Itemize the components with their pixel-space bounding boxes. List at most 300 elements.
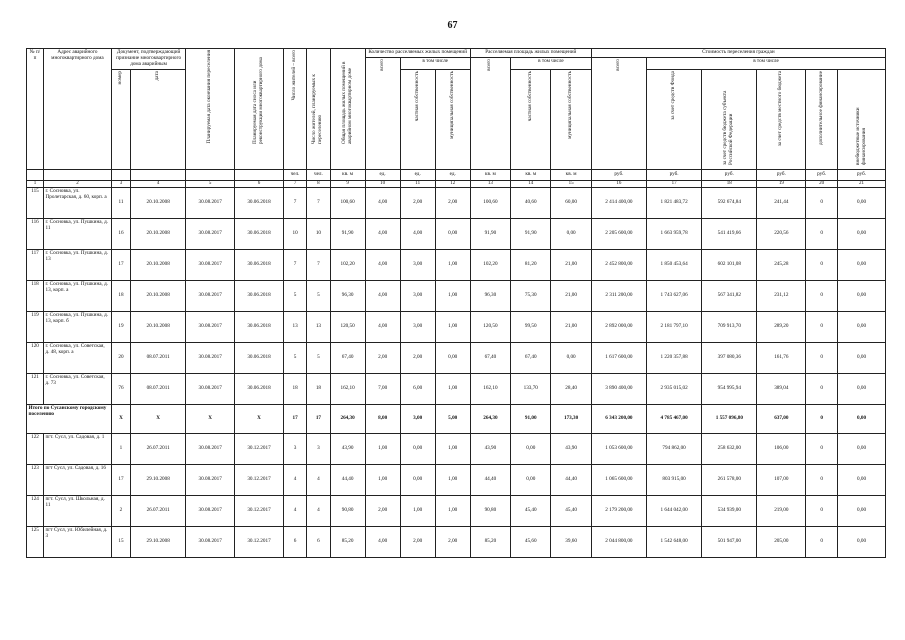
table-row: [27, 249, 886, 280]
cell-fund: 1 220 357,88: [647, 342, 702, 373]
cell-ar-p: 0,00: [511, 464, 551, 495]
header-cost-extra: дополнительное финансирование: [806, 69, 838, 169]
table-row: [27, 526, 886, 557]
column-number: 7: [283, 180, 306, 187]
cell-area: 43,90: [330, 433, 365, 464]
cell-cost: 1 053 600,00: [591, 433, 646, 464]
unit-cell: кв. м: [330, 169, 365, 180]
cell-reloc: 30.08.2017: [186, 187, 235, 218]
cell-res: 4: [283, 464, 306, 495]
cell-cnt-m: 0,00: [435, 342, 470, 373]
cell-extra: 0: [806, 249, 838, 280]
header-area-private: частная собственность: [511, 69, 551, 169]
cell-doc-date: 29.10.2008: [131, 526, 186, 557]
cell-ar: 85,20: [470, 526, 510, 557]
cell-ar: 120,50: [470, 311, 510, 342]
cell-cnt-m: 1,00: [435, 464, 470, 495]
total-label: Итого по Сусанскому городскому поселению: [27, 404, 112, 433]
cell-cnt-p: 0,00: [400, 433, 435, 464]
cell-subj: 258 632,00: [702, 433, 757, 464]
cell-loc: 637,00: [757, 404, 806, 433]
cell-area: 264,30: [330, 404, 365, 433]
cell-fund: 1 644 042,00: [647, 495, 702, 526]
cell-extbud: 0,00: [838, 187, 886, 218]
cell-cnt-p: 4,00: [400, 218, 435, 249]
cell-res-rel: 18: [307, 373, 330, 404]
cell-ar-p: 40,60: [511, 187, 551, 218]
cell-ar: 100,60: [470, 187, 510, 218]
unit-cell: ед.: [435, 169, 470, 180]
cell-cnt-m: 1,00: [435, 495, 470, 526]
header-residents-relocated: Число жителей, планируемых к переселению: [307, 49, 330, 170]
cell-subj: 1 557 096,80: [702, 404, 757, 433]
cell-res-rel: 17: [307, 404, 330, 433]
column-number: 14: [511, 180, 551, 187]
cell-cnt-p: 3,00: [400, 249, 435, 280]
column-number: 12: [435, 180, 470, 187]
unit-cell: ед.: [400, 169, 435, 180]
row-number: 117: [27, 249, 44, 280]
cell-doc-no: 1: [111, 433, 130, 464]
cell-doc-no: 17: [111, 249, 130, 280]
cell-extbud: 0,00: [838, 249, 886, 280]
table-row: [27, 495, 886, 526]
row-number: 124: [27, 495, 44, 526]
column-number: 11: [400, 180, 435, 187]
cell-ar-m: 0,00: [551, 342, 591, 373]
column-number: 21: [838, 180, 886, 187]
cell-area: 91,90: [330, 218, 365, 249]
cell-res: 7: [283, 187, 306, 218]
cell-res: 5: [283, 342, 306, 373]
cell-res: 6: [283, 526, 306, 557]
cell-cnt-p: 3,00: [400, 404, 435, 433]
cell-loc: 231,12: [757, 280, 806, 311]
cell-extra: 0: [806, 218, 838, 249]
cell-area: 67,40: [330, 342, 365, 373]
cell-res: 10: [283, 218, 306, 249]
cell-subj: 397 080,36: [702, 342, 757, 373]
cell-ar-m: 0,00: [551, 218, 591, 249]
cell-demol: 30.12.2017: [235, 495, 284, 526]
cell-reloc: 30.08.2017: [186, 218, 235, 249]
cell-fund: 1 663 959,78: [647, 218, 702, 249]
cell-reloc: 30.08.2017: [186, 311, 235, 342]
cell-cnt-p: 2,00: [400, 342, 435, 373]
header-count-incl: в том числе: [400, 57, 470, 69]
cell-doc-date: 26.07.2011: [131, 495, 186, 526]
cell-doc-no: 19: [111, 311, 130, 342]
cell-ar-p: 45,60: [511, 526, 551, 557]
cell-ar-m: 44,40: [551, 464, 591, 495]
cell-loc: 241,44: [757, 187, 806, 218]
cell-doc-no: X: [111, 404, 130, 433]
cell-reloc: X: [186, 404, 235, 433]
cell-extbud: 0,00: [838, 280, 886, 311]
cell-reloc: 30.08.2017: [186, 249, 235, 280]
cell-ar-m: 21,00: [551, 311, 591, 342]
cell-reloc: 30.08.2017: [186, 373, 235, 404]
cell-demol: 30.06.2018: [235, 373, 284, 404]
column-number: 20: [806, 180, 838, 187]
cell-reloc: 30.08.2017: [186, 342, 235, 373]
cell-res-rel: 7: [307, 249, 330, 280]
table-row: [27, 187, 886, 218]
cell-extbud: 0,00: [838, 495, 886, 526]
header-cost-local: за счет средств местного бюджета: [757, 69, 806, 169]
column-number: 4: [131, 180, 186, 187]
cell-doc-date: 20.10.2008: [131, 218, 186, 249]
column-number: 17: [647, 180, 702, 187]
cell-cnt-p: 6,00: [400, 373, 435, 404]
cell-fund: 1 821 483,72: [647, 187, 702, 218]
cell-ar-m: 21,00: [551, 249, 591, 280]
cell-extra: 0: [806, 464, 838, 495]
cell-ar-p: 91,00: [511, 404, 551, 433]
cell-subj: 261 578,00: [702, 464, 757, 495]
unit-cell: [111, 169, 130, 180]
table-row: [27, 280, 886, 311]
row-number: 118: [27, 280, 44, 311]
cell-subj: 541 419,66: [702, 218, 757, 249]
unit-cell: чел.: [307, 169, 330, 180]
cell-cnt-m: 0,00: [435, 218, 470, 249]
table-body: [27, 187, 886, 557]
cell-cost: 2 205 600,00: [591, 218, 646, 249]
cell-ar-p: 45,40: [511, 495, 551, 526]
unit-cell: [186, 169, 235, 180]
cell-doc-date: X: [131, 404, 186, 433]
cell-doc-no: 11: [111, 187, 130, 218]
cell-area: 162,10: [330, 373, 365, 404]
cell-cnt: 4,00: [365, 526, 400, 557]
header-doc-date: дата: [131, 69, 186, 169]
table-row: [27, 373, 886, 404]
address-cell: г. Сосновка, ул. Пушкина, д. 13: [43, 249, 111, 280]
cell-cnt: 4,00: [365, 280, 400, 311]
cell-subj: 709 913,70: [702, 311, 757, 342]
column-number: 8: [307, 180, 330, 187]
cell-fund: 1 542 648,00: [647, 526, 702, 557]
cell-ar: 91,90: [470, 218, 510, 249]
header-total-area: Общая площадь жилых помещений в аварийном многоквартирном доме: [330, 49, 365, 170]
cell-cost: 2 414 400,00: [591, 187, 646, 218]
cell-res: 13: [283, 311, 306, 342]
header-area-incl: в том числе: [511, 57, 592, 69]
unit-cell: чел.: [283, 169, 306, 180]
cell-doc-no: 15: [111, 526, 130, 557]
address-cell: пгт. Сусл, ул. Садовая, д. 1: [43, 433, 111, 464]
row-number: 119: [27, 311, 44, 342]
cell-cost: 1 617 600,00: [591, 342, 646, 373]
column-number: 2: [43, 180, 111, 187]
row-number: 123: [27, 464, 44, 495]
cell-subj: 954 995,94: [702, 373, 757, 404]
cell-ar: 43,90: [470, 433, 510, 464]
header-document: Документ, подтверждающий признание многоквартирного дома аварийным: [111, 49, 185, 70]
cell-ar-p: 67,40: [511, 342, 551, 373]
cell-extra: 0: [806, 526, 838, 557]
unit-cell: ед.: [365, 169, 400, 180]
cell-demol: 30.06.2018: [235, 249, 284, 280]
cell-doc-date: 20.10.2008: [131, 280, 186, 311]
cell-extra: 0: [806, 495, 838, 526]
table-row: [27, 433, 886, 464]
cell-ar-p: 99,50: [511, 311, 551, 342]
cell-ar: 96,30: [470, 280, 510, 311]
cell-reloc: 30.08.2017: [186, 464, 235, 495]
unit-cell: [235, 169, 284, 180]
cell-ar-m: 173,30: [551, 404, 591, 433]
cell-doc-no: 20: [111, 342, 130, 373]
column-number: 3: [111, 180, 130, 187]
cell-cost: 2 892 000,00: [591, 311, 646, 342]
cell-doc-no: 2: [111, 495, 130, 526]
cell-ar-m: 21,00: [551, 280, 591, 311]
cell-ar-m: 60,00: [551, 187, 591, 218]
column-number: 13: [470, 180, 510, 187]
cell-doc-date: 08.07.2011: [131, 342, 186, 373]
header-planned-relocation: Планируемая дата окончания переселения: [186, 49, 235, 170]
header-count-all: всего: [365, 57, 400, 169]
cell-cnt-p: 0,00: [400, 464, 435, 495]
cell-fund: 794 862,00: [647, 433, 702, 464]
header-residents-total: Число жителей – всего: [283, 49, 306, 170]
cell-extra: 0: [806, 404, 838, 433]
cell-doc-date: 26.07.2011: [131, 433, 186, 464]
cell-cnt-m: 1,00: [435, 373, 470, 404]
cell-cnt-m: 5,00: [435, 404, 470, 433]
cell-demol: 30.06.2018: [235, 280, 284, 311]
header-planned-demolition: Планируемая дата сноса или реконструкции многоквартирного дома: [235, 49, 284, 170]
cell-cnt: 4,00: [365, 249, 400, 280]
cell-ar-p: 81,20: [511, 249, 551, 280]
cell-cnt-p: 2,00: [400, 526, 435, 557]
cell-area: 120,50: [330, 311, 365, 342]
cell-area: 90,80: [330, 495, 365, 526]
cell-res: 18: [283, 373, 306, 404]
cell-cnt-m: 1,00: [435, 433, 470, 464]
cell-cnt: 8,00: [365, 404, 400, 433]
cell-extbud: 0,00: [838, 526, 886, 557]
column-number: 10: [365, 180, 400, 187]
cell-demol: 30.06.2018: [235, 187, 284, 218]
cell-area: 44,40: [330, 464, 365, 495]
cell-area: 96,30: [330, 280, 365, 311]
cell-demol: X: [235, 404, 284, 433]
cell-res: 4: [283, 495, 306, 526]
address-cell: г. Сосновка, ул. Пушкина, д. 11: [43, 218, 111, 249]
cell-doc-no: 76: [111, 373, 130, 404]
unit-cell: руб.: [757, 169, 806, 180]
cell-subj: 592 674,84: [702, 187, 757, 218]
header-cost-all: всего: [591, 57, 646, 169]
cell-res-rel: 4: [307, 495, 330, 526]
cell-ar-p: 75,30: [511, 280, 551, 311]
table-row: [27, 464, 886, 495]
address-cell: пгт. Сусл, ул. Школьная, д. 11: [43, 495, 111, 526]
cell-ar: 67,40: [470, 342, 510, 373]
cell-cnt: 4,00: [365, 311, 400, 342]
cell-doc-no: 18: [111, 280, 130, 311]
cell-cost: 3 890 400,00: [591, 373, 646, 404]
cell-extbud: 0,00: [838, 404, 886, 433]
cell-doc-date: 20.10.2008: [131, 311, 186, 342]
table-header: [27, 49, 886, 188]
cell-res-rel: 4: [307, 464, 330, 495]
cell-subj: 567 341,82: [702, 280, 757, 311]
cell-area: 85,20: [330, 526, 365, 557]
page-number: 67: [447, 20, 458, 31]
header-cost-subject: за счет средств бюджета субъекта Российской Федерации: [702, 69, 757, 169]
cell-cnt: 4,00: [365, 187, 400, 218]
cell-extra: 0: [806, 433, 838, 464]
cell-cnt-p: 3,00: [400, 280, 435, 311]
cell-cnt: 1,00: [365, 433, 400, 464]
table-row: [27, 342, 886, 373]
relocation-register-table: [26, 48, 886, 558]
cell-demol: 30.06.2018: [235, 218, 284, 249]
cell-cnt-m: 2,00: [435, 526, 470, 557]
cell-doc-date: 29.10.2008: [131, 464, 186, 495]
cell-fund: 1 850 453,64: [647, 249, 702, 280]
unit-cell: кв. м: [551, 169, 591, 180]
cell-res-rel: 13: [307, 311, 330, 342]
cell-ar-p: 0,00: [511, 433, 551, 464]
cell-extbud: 0,00: [838, 464, 886, 495]
unit-cell: [27, 169, 44, 180]
cell-cnt-m: 1,00: [435, 249, 470, 280]
cell-fund: 2 935 015,02: [647, 373, 702, 404]
cell-ar-m: 28,40: [551, 373, 591, 404]
column-number: 15: [551, 180, 591, 187]
header-cost-extrabudget: внебюджетные источники финансирования: [838, 69, 886, 169]
cell-loc: 389,04: [757, 373, 806, 404]
cell-res-rel: 5: [307, 280, 330, 311]
cell-loc: 205,00: [757, 526, 806, 557]
unit-cell: руб.: [806, 169, 838, 180]
cell-res-rel: 3: [307, 433, 330, 464]
cell-cnt: 2,00: [365, 342, 400, 373]
cell-doc-date: 08.07.2011: [131, 373, 186, 404]
header-count-private: частная собственность: [400, 69, 435, 169]
cell-cnt: 7,00: [365, 373, 400, 404]
cell-doc-no: 16: [111, 218, 130, 249]
total-row: [27, 404, 886, 433]
cell-fund: 803 915,00: [647, 464, 702, 495]
cell-cost: 1 065 600,00: [591, 464, 646, 495]
cell-demol: 30.06.2018: [235, 311, 284, 342]
cell-ar: 264,30: [470, 404, 510, 433]
cell-loc: 245,28: [757, 249, 806, 280]
cell-cost: 2 311 200,00: [591, 280, 646, 311]
header-area-title: Расселяемая площадь жилых помещений: [470, 49, 591, 58]
cell-cnt-m: 1,00: [435, 311, 470, 342]
cell-res-rel: 5: [307, 342, 330, 373]
column-numbers-row: [27, 180, 886, 187]
cell-ar-m: 43,90: [551, 433, 591, 464]
cell-cost: 2 044 800,00: [591, 526, 646, 557]
cell-cost: 2 179 200,00: [591, 495, 646, 526]
cell-res-rel: 6: [307, 526, 330, 557]
cell-loc: 219,00: [757, 495, 806, 526]
cell-extra: 0: [806, 187, 838, 218]
header-area-all: всего: [470, 57, 510, 169]
cell-ar-p: 91,90: [511, 218, 551, 249]
cell-cnt-p: 3,00: [400, 311, 435, 342]
cell-extbud: 0,00: [838, 342, 886, 373]
unit-cell: [131, 169, 186, 180]
cell-cost: 6 343 200,00: [591, 404, 646, 433]
cell-extbud: 0,00: [838, 311, 886, 342]
cell-demol: 30.12.2017: [235, 526, 284, 557]
unit-cell: кв. м: [470, 169, 510, 180]
address-cell: г. Сосновка, ул. Пушкина, д. 13, корп. а: [43, 280, 111, 311]
cell-reloc: 30.08.2017: [186, 433, 235, 464]
cell-demol: 30.12.2017: [235, 433, 284, 464]
unit-cell: руб.: [647, 169, 702, 180]
cell-res: 3: [283, 433, 306, 464]
address-cell: г. Сосновка, ул. Советская, д. 48, корп. а: [43, 342, 111, 373]
header-count-municipal: муниципальная собственность: [435, 69, 470, 169]
cell-extbud: 0,00: [838, 433, 886, 464]
header-count-title: Количество расселяемых жилых помещений: [365, 49, 470, 58]
cell-cost: 2 452 800,00: [591, 249, 646, 280]
cell-loc: 289,20: [757, 311, 806, 342]
column-number: 16: [591, 180, 646, 187]
cell-fund: 4 785 467,00: [647, 404, 702, 433]
unit-cell: руб.: [702, 169, 757, 180]
column-number: 9: [330, 180, 365, 187]
cell-ar: 102,20: [470, 249, 510, 280]
column-number: 18: [702, 180, 757, 187]
header-area-municipal: муниципальная собственность: [551, 69, 591, 169]
cell-cnt-m: 1,00: [435, 280, 470, 311]
cell-loc: 106,00: [757, 433, 806, 464]
header-cost-title: Стоимость переселения граждан: [591, 49, 885, 58]
table-row: [27, 218, 886, 249]
cell-extra: 0: [806, 342, 838, 373]
cell-cnt: 1,00: [365, 464, 400, 495]
table-row: [27, 311, 886, 342]
cell-ar-p: 133,70: [511, 373, 551, 404]
cell-res: 7: [283, 249, 306, 280]
header-cost-fund: за счет средств Фонда: [647, 69, 702, 169]
unit-cell: кв. м: [511, 169, 551, 180]
cell-extra: 0: [806, 280, 838, 311]
cell-doc-date: 20.10.2008: [131, 249, 186, 280]
cell-ar: 90,80: [470, 495, 510, 526]
cell-ar: 162,10: [470, 373, 510, 404]
cell-area: 102,20: [330, 249, 365, 280]
cell-doc-date: 20.10.2008: [131, 187, 186, 218]
cell-ar-m: 45,40: [551, 495, 591, 526]
cell-reloc: 30.08.2017: [186, 280, 235, 311]
cell-res: 5: [283, 280, 306, 311]
cell-loc: 161,76: [757, 342, 806, 373]
cell-subj: 534 939,00: [702, 495, 757, 526]
cell-fund: 1 743 627,06: [647, 280, 702, 311]
address-cell: пгт Сусл, ул. Садовая, д. 16: [43, 464, 111, 495]
cell-cnt: 4,00: [365, 218, 400, 249]
column-number: 19: [757, 180, 806, 187]
cell-extra: 0: [806, 373, 838, 404]
header-num: № п/п: [27, 49, 44, 170]
header-address: Адрес аварийного многоквартирного дома: [43, 49, 111, 170]
unit-cell: руб.: [838, 169, 886, 180]
row-number: 120: [27, 342, 44, 373]
cell-loc: 220,56: [757, 218, 806, 249]
